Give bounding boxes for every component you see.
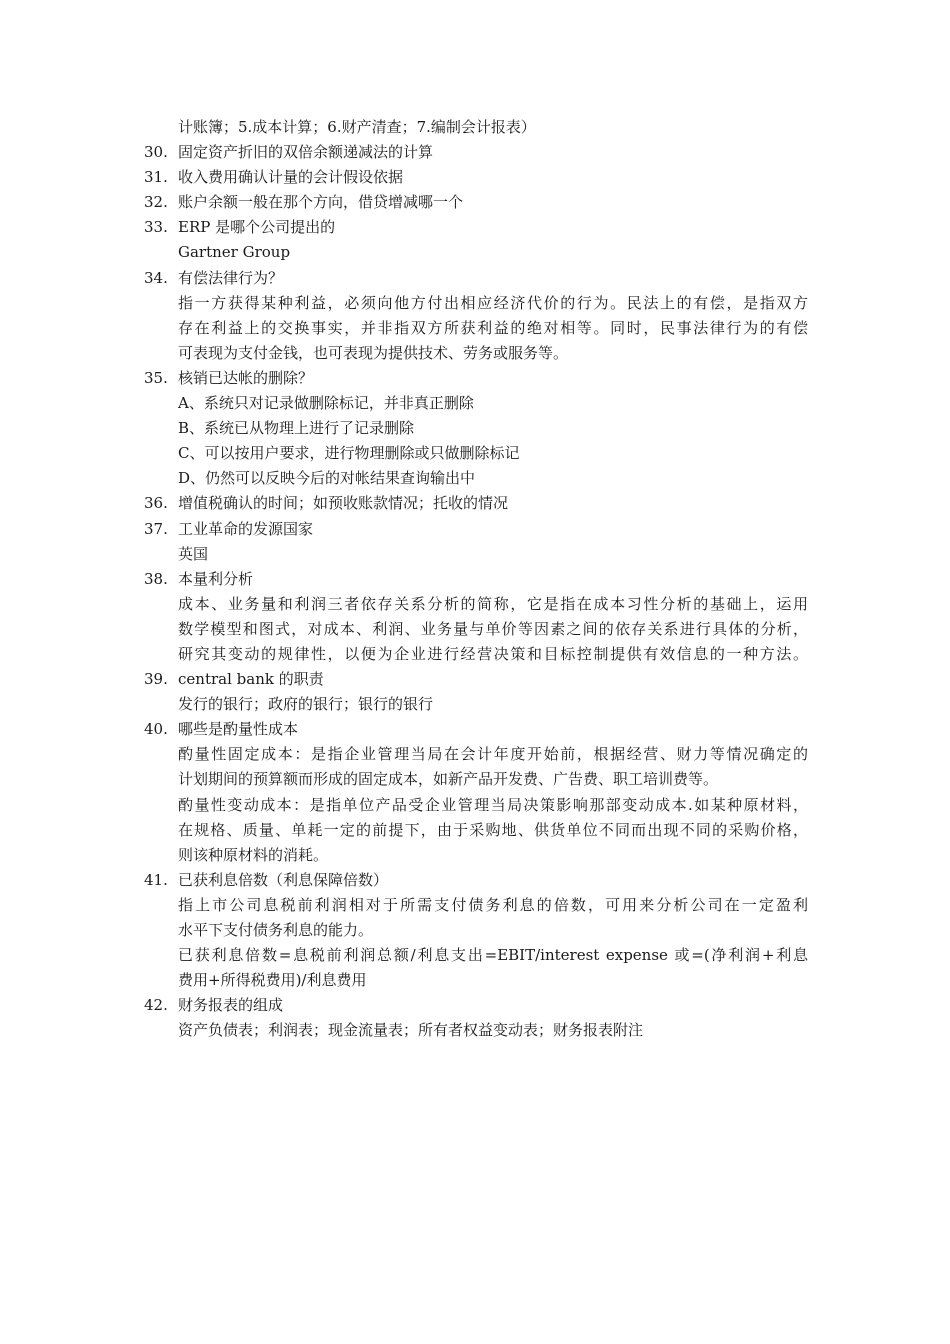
text-line: [0, 818, 950, 843]
line-text: 研究其变动的规律性，以便为企业进行经营决策和目标控制提供有效信息的一种方法。: [178, 644, 808, 663]
line-text: C、可以按用户要求，进行物理删除或只做删除标记: [178, 444, 520, 463]
text-line: [0, 341, 950, 366]
text-line: [0, 416, 950, 441]
list-item: [0, 266, 950, 291]
list-item: [0, 868, 950, 893]
item-text: 已获利息倍数（利息保障倍数）: [178, 870, 389, 889]
text-line: [0, 767, 950, 792]
text-line: [0, 592, 950, 617]
line-text: 指上市公司息税前利润相对于所需支付债务利息的倍数，可用来分析公司在一定盈利: [178, 895, 808, 914]
item-text: 账户余额一般在那个方向，借贷增减哪一个: [178, 193, 464, 212]
item-number: 30.: [144, 143, 168, 162]
item-text: 财务报表的组成: [178, 996, 284, 1015]
line-text: D、仍然可以反映今后的对帐结果查询输出中: [178, 469, 476, 488]
line-text: 可表现为支付金钱，也可表现为提供技术、劳务或服务等。: [178, 343, 569, 362]
item-number: 35.: [144, 368, 168, 387]
line-text: 在规格、质量、单耗一定的前提下，由于采购地、供货单位不同而出现不同的采购价格，: [178, 820, 808, 839]
line-text: 存在利益上的交换事实，并非指双方所获利益的绝对相等。同时，民事法律行为的有偿: [178, 318, 808, 337]
line-text: 计账簿；5.成本计算；6.财产清查；7.编制会计报表）: [178, 118, 536, 136]
text-line: [0, 291, 950, 316]
list-item: [0, 517, 950, 542]
list-item: [0, 366, 950, 391]
text-line: [0, 642, 950, 667]
list-item: [0, 717, 950, 742]
text-line: [0, 843, 950, 868]
text-line: [0, 968, 950, 993]
item-text: ERP 是哪个公司提出的: [178, 218, 336, 237]
list-item: [0, 190, 950, 215]
line-text: 指一方获得某种利益，必须向他方付出相应经济代价的行为。民法上的有偿，是指双方: [178, 293, 808, 312]
text-line: [0, 441, 950, 466]
line-text: 酌量性固定成本：是指企业管理当局在会计年度开始前，根据经营、财力等情况确定的: [178, 745, 808, 764]
list-item: [0, 993, 950, 1018]
text-line: [0, 542, 950, 567]
line-text: 则该种原材料的消耗。: [178, 845, 329, 864]
item-text: central bank 的职责: [178, 670, 324, 689]
item-number: 33.: [144, 218, 168, 237]
text-line: [0, 1018, 950, 1043]
line-text: 发行的银行；政府的银行；银行的银行: [178, 695, 434, 714]
text-line: [0, 466, 950, 491]
item-text: 固定资产折旧的双倍余额递减法的计算: [178, 143, 434, 162]
item-number: 34.: [144, 268, 168, 287]
line-text: 费用+所得税费用)/利息费用: [178, 971, 367, 990]
text-line: [0, 316, 950, 341]
list-item: [0, 667, 950, 692]
line-text: 已获利息倍数=息税前利润总额/利息支出=EBIT/interest expense 或=(净利润+利息: [178, 946, 808, 965]
text-line: [0, 918, 950, 943]
item-number: 39.: [144, 670, 168, 689]
line-text: 酌量性变动成本：是指单位产品受企业管理当局决策影响那部变动成本.如某种原材料，: [178, 795, 808, 814]
text-line: [0, 742, 950, 767]
item-text: 收入费用确认计量的会计假设依据: [178, 168, 404, 187]
line-text: A、系统只对记录做删除标记，并非真正删除: [178, 394, 474, 413]
text-line: [0, 893, 950, 918]
item-text: 本量利分析: [178, 569, 254, 588]
list-item: [0, 165, 950, 190]
line-text: 数学模型和图式，对成本、利润、业务量与单价等因素之间的依存关系进行具体的分析，: [178, 619, 808, 638]
list-item: [0, 491, 950, 516]
line-text: B、系统已从物理上进行了记录删除: [178, 419, 415, 438]
item-number: 40.: [144, 720, 168, 739]
item-text: 有偿法律行为？: [178, 268, 284, 287]
list-item: [0, 140, 950, 165]
item-text: 工业革命的发源国家: [178, 519, 314, 538]
item-number: 31.: [144, 168, 168, 187]
item-number: 37.: [144, 519, 168, 538]
item-number: 32.: [144, 193, 168, 212]
text-line: [0, 391, 950, 416]
item-text: 核销已达帐的删除？: [178, 368, 314, 387]
item-text: 哪些是酌量性成本: [178, 720, 299, 739]
text-line: [0, 943, 950, 968]
document-body: [0, 115, 950, 1043]
text-line: [0, 115, 950, 140]
line-text: 英国: [178, 544, 209, 563]
text-line: [0, 617, 950, 642]
item-number: 42.: [144, 996, 168, 1015]
item-number: 41.: [144, 870, 168, 889]
line-text: Gartner Group: [178, 243, 291, 262]
text-line: [0, 793, 950, 818]
text-line: [0, 692, 950, 717]
line-text: 成本、业务量和利润三者依存关系分析的简称，它是指在成本习性分析的基础上，运用: [178, 594, 808, 613]
text-line: [0, 240, 950, 265]
line-text: 资产负债表；利润表；现金流量表；所有者权益变动表；财务报表附注: [178, 1021, 644, 1040]
list-item: [0, 215, 950, 240]
item-number: 36.: [144, 494, 168, 513]
item-text: 增值税确认的时间；如预收账款情况；托收的情况: [178, 494, 509, 513]
line-text: 水平下支付债务利息的能力。: [178, 921, 374, 939]
list-item: [0, 567, 950, 592]
item-number: 38.: [144, 569, 168, 588]
line-text: 计划期间的预算额而形成的固定成本，如新产品开发费、广告费、职工培训费等。: [178, 770, 719, 789]
